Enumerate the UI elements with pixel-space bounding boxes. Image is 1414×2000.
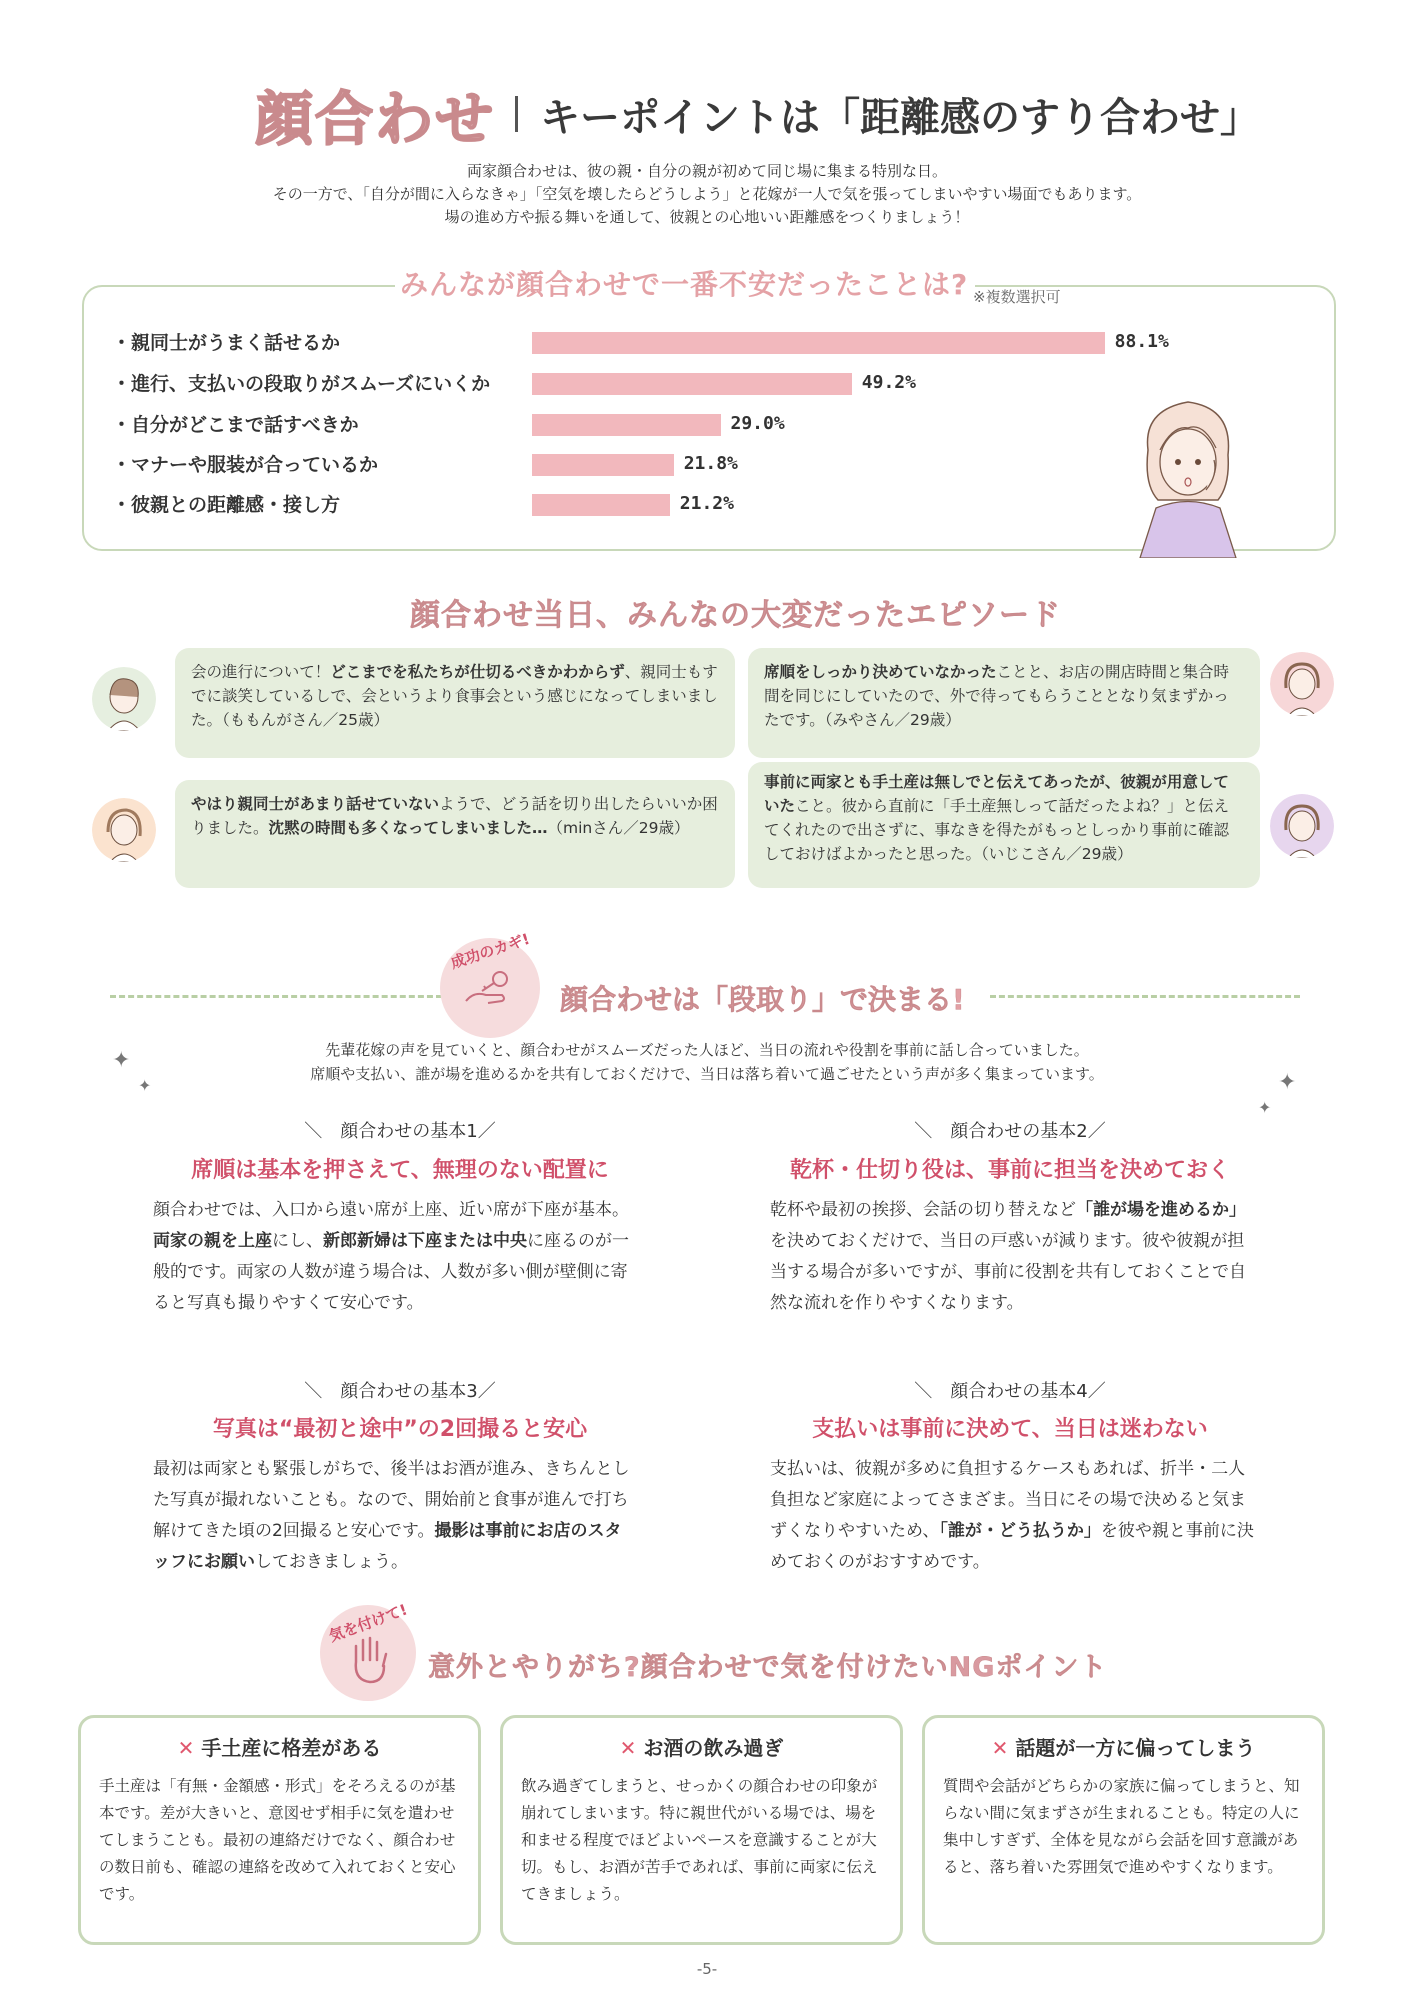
sparkle-icon: ✦ [112, 1048, 131, 1073]
episode-card [748, 648, 1260, 758]
basic-title-3: 写真は“最初と途中”の2回撮ると安心 [212, 1417, 588, 1442]
survey-bar [532, 373, 852, 395]
survey-question-label: ・親同士がうまく話せるか [112, 332, 341, 354]
survey-question-label: ・マナーや服装が合っているか [112, 454, 379, 476]
emphasis-text: 事前に両家とも手土産は無しでと伝えてあったが、彼親が用意していた [764, 773, 1229, 815]
survey-bar [532, 414, 721, 436]
avatar-miya [1270, 652, 1334, 716]
basic-body-2 [770, 1195, 1255, 1319]
basic-body-4 [770, 1454, 1255, 1578]
ng-card-3 [922, 1715, 1325, 1945]
episodes-title: 顔合わせ当日、みんなの大変だったエピソード [410, 598, 1061, 633]
basic-head-1: ＼ 顔合わせの基本1／ [304, 1121, 496, 1142]
body-text: ようで、どう話を切り出したらいいか困りました。 [191, 795, 718, 837]
body-text: 支払いは、彼親が多めに負担するケースもあれば、折半・二人負担など家庭によってさまざま。当日にその場で決めると気まずくなりやすいため、 [770, 1459, 1246, 1541]
sparkle-icon: ✦ [1278, 1070, 1297, 1095]
x-mark-icon: ✕ [619, 1736, 637, 1760]
emphasis-text: 撮影は事前にお店のスタッフにお願い [153, 1521, 622, 1572]
survey-percent-label: 88.1% [1114, 331, 1169, 352]
body-text: しておきましょう。 [255, 1552, 408, 1572]
emphasis-text: 沈黙の時間も多くなってしまいました… [268, 819, 548, 837]
episode-text [191, 792, 719, 840]
basic-body-3 [153, 1454, 638, 1578]
survey-bar [532, 332, 1105, 354]
dashed-divider-right [990, 995, 1300, 998]
episode-card [748, 762, 1260, 888]
title-divider [515, 96, 518, 132]
survey-question-label: ・彼親との距離感・接し方 [112, 494, 341, 516]
survey-percent-label: 49.2% [861, 372, 916, 393]
body-text: （minさん／29歳） [547, 819, 690, 837]
basic-title-4: 支払いは事前に決めて、当日は迷わない [812, 1417, 1208, 1442]
episode-card [175, 780, 735, 888]
basic-title-1: 席順は基本を押さえて、無理のない配置に [191, 1158, 609, 1183]
key-intro-line-1: 先輩花嫁の声を見ていくと、顔合わせがスムーズだった人ほど、当日の流れや役割を事前に話し合っていました。 [325, 1041, 1089, 1059]
episode-text [764, 770, 1244, 866]
survey-percent-label: 21.8% [683, 453, 738, 474]
basic-head-4: ＼ 顔合わせの基本4／ [914, 1381, 1106, 1402]
body-text: を彼や親と事前に決めておくのがおすすめです。 [770, 1521, 1254, 1572]
emphasis-text: 「誰が・どう払うか」 [939, 1521, 1101, 1541]
x-mark-icon: ✕ [991, 1736, 1009, 1760]
ng-card-title: ✕ 話題が一方に偏ってしまう [991, 1736, 1256, 1760]
ng-card-body: 飲み過ぎてしまうと、せっかくの顔合わせの印象が崩れてしまいます。特に親世代がいる場では、場を和ませる程度でほどよいペースを意識することが大切。もし、お酒が苦手であれば、事前に両家に伝えてきましょう。 [521, 1777, 878, 1903]
ng-card-title: ✕ お酒の飲み過ぎ [619, 1736, 784, 1760]
emphasis-text: 席順をしっかり決めていなかった [764, 663, 997, 681]
body-text: こと。彼から直前に「手土産無しって話だったよね？」と伝えてくれたので出さずに、事なきを得たがもっとしっかり事前に確認しておけばよかったと思った。（いじこさん／29歳） [764, 797, 1230, 863]
basic-title-2: 乾杯・仕切り役は、事前に担当を決めておく [789, 1158, 1230, 1183]
survey-question-label: ・進行、支払いの段取りがスムーズにいくか [112, 373, 491, 395]
basic-head-2: ＼ 顔合わせの基本2／ [914, 1121, 1106, 1142]
survey-question-label: ・自分がどこまで話すべきか [112, 414, 359, 436]
key-title: 顔合わせは「段取り」で決まる! [560, 983, 965, 1016]
survey-percent-label: 29.0% [730, 413, 785, 434]
body-text: 会の進行について！ [191, 663, 331, 681]
ng-card-body: 手土産は「有無・金額感・形式」をそろえるのが基本です。差が大きいと、意図せず相手に気を遣わせてしまうことも。最初の連絡だけでなく、顔合わせの数日前も、確認の連絡を改めて入れておくと安心です。 [99, 1777, 456, 1903]
page-title: 顔合わせ [255, 85, 496, 153]
ng-badge-label: 気を付けて! [326, 1600, 410, 1646]
ng-card-body: 質問や会話がどちらかの家族に偏ってしまうと、知らない間に気まずさが生まれることも。特定の人に集中しすぎず、全体を見ながら会話を回す意識があると、落ち着いた雰囲気で進めやすくなります。 [943, 1777, 1300, 1876]
avatar-min [92, 798, 156, 862]
ng-title: 意外とやりがち?顔合わせで気を付けたいNGポイント [428, 1652, 1108, 1683]
body-text: 乾杯や最初の挨拶、会話の切り替えなど [770, 1200, 1076, 1220]
page-subtitle: キーポイントは「距離感のすり合わせ」 [540, 95, 1260, 141]
emphasis-text: 両家の親を上座 [153, 1231, 272, 1251]
body-text: 最初は両家とも緊張しがちで、後半はお酒が進み、きちんとした写真が撮れないことも。なので、開始前と食事が進んで打ち解けてきた頃の2回撮ると安心です。 [153, 1459, 630, 1541]
emphasis-text: どこまでを私たちが仕切るべきかわからず [330, 663, 625, 681]
key-intro-line-2: 席順や支払い、誰が場を進めるかを共有しておくだけで、当日は落ち着いて過ごせたという声が多く集まっています。 [310, 1065, 1104, 1083]
basic-body-1 [153, 1195, 638, 1319]
intro-line-2: その一方で、「自分が間に入らなきゃ」「空気を壊したらどうしよう」と花嫁が一人で気を張ってしまいやすい場面でもあります。 [272, 185, 1142, 203]
page-number: -5- [696, 1960, 718, 1978]
sparkle-icon: ✦ [138, 1076, 152, 1095]
avatar-ijiko [1270, 794, 1334, 858]
body-text: 、親同士もすでに談笑しているしで、会というより食事会という感じになってしまいました。（ももんがさん／25歳） [191, 663, 718, 729]
body-text: 顔合わせでは、入口から遠い席が上座、近い席が下座が基本。 [153, 1200, 629, 1220]
body-text: を決めておくだけで、当日の戸惑いが減ります。彼や彼親が担当する場合が多いですが、事前に役割を共有しておくことで自然な流れを作りやすくなります。 [770, 1231, 1246, 1313]
episode-text [764, 660, 1244, 732]
survey-bar [532, 494, 670, 516]
hand-key-icon [462, 965, 518, 1015]
ng-card-title: ✕ 手土産に格差がある [177, 1736, 382, 1760]
stop-hand-icon [346, 1632, 392, 1686]
x-mark-icon: ✕ [177, 1736, 195, 1760]
worried-woman-illustration [1118, 390, 1258, 558]
basic-head-3: ＼ 顔合わせの基本3／ [304, 1381, 496, 1402]
intro-line-1: 両家顔合わせは、彼の親・自分の親が初めて同じ場に集まる特別な日。 [466, 162, 947, 180]
emphasis-text: やはり親同士があまり話せていない [191, 795, 440, 813]
dashed-divider-left [110, 995, 442, 998]
emphasis-text: 新郎新婦は下座または中央 [323, 1231, 527, 1251]
intro-line-3: 場の進め方や振る舞いを通して、彼親との心地いい距離感をつくりましょう！ [444, 208, 970, 226]
sparkle-icon: ✦ [1258, 1098, 1272, 1117]
body-text: ことと、お店の開店時間と集合時間を同じにしていたので、外で待ってもらうこととなり気まずかったです。（みやさん／29歳） [764, 663, 1230, 729]
episode-card [175, 648, 735, 758]
avatar-momonga [92, 667, 156, 731]
ng-card-2 [500, 1715, 903, 1945]
survey-percent-label: 21.2% [679, 493, 734, 514]
ng-card-1 [78, 1715, 481, 1945]
survey-bar [532, 454, 674, 476]
body-text: にし、 [272, 1231, 323, 1251]
survey-note: ※複数選択可 [973, 288, 1061, 306]
episode-text [191, 660, 719, 732]
body-text: に座るのが一般的です。両家の人数が違う場合は、人数が多い側が壁側に寄ると写真も撮りやすくて安心です。 [153, 1231, 629, 1313]
emphasis-text: 「誰が場を進めるか」 [1076, 1200, 1246, 1220]
survey-title: みんなが顔合わせで一番不安だったことは? [400, 268, 969, 301]
key-badge-label: 成功のカギ! [448, 929, 532, 973]
